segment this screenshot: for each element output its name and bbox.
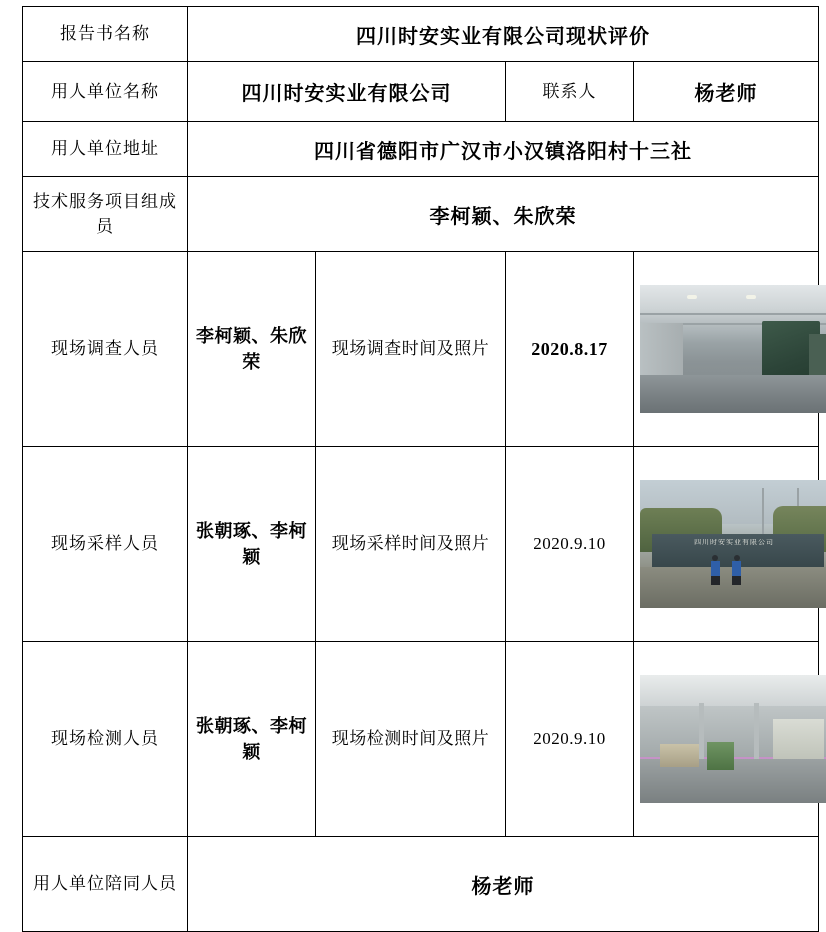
photo-column: [699, 703, 704, 767]
photo-sign-text: 四川时安实业有限公司: [694, 538, 775, 546]
row-value-project-team: 李柯颖、朱欣荣: [188, 177, 819, 252]
photo-green-machine: [707, 742, 734, 770]
row-value-testing-date: 2020.9.10: [506, 642, 634, 837]
row-label-project-team: 技术服务项目组成员: [23, 177, 188, 252]
row-value-survey-date: 2020.8.17: [506, 252, 634, 447]
row-label-accompanying-staff: 用人单位陪同人员: [23, 837, 188, 932]
row-value-contact-person: 杨老师: [634, 62, 819, 122]
row-label-report-name: 报告书名称: [23, 7, 188, 62]
photo-machine-secondary: [809, 334, 826, 380]
row-photo-cell-survey: [634, 252, 819, 447]
photo-left-wall: [640, 323, 683, 374]
row-value-sampling-staff: 张朝琢、李柯颖: [188, 447, 316, 642]
photo-person-body: [711, 561, 720, 576]
photo-person-body: [732, 561, 741, 576]
photo-beam: [640, 313, 826, 315]
row-value-sampling-date: 2020.9.10: [506, 447, 634, 642]
row-label-employer-address: 用人单位地址: [23, 122, 188, 177]
company-gate-photo: [640, 480, 826, 608]
row-photo-cell-sampling: [634, 447, 819, 642]
photo-floor: [640, 375, 826, 413]
photo-lamp: [746, 295, 756, 299]
row-label-testing-staff: 现场检测人员: [23, 642, 188, 837]
row-label-sampling-time-photo: 现场采样时间及照片: [316, 447, 506, 642]
row-value-testing-staff: 张朝琢、李柯颖: [188, 642, 316, 837]
table-row: [23, 447, 819, 642]
table-row: [23, 7, 819, 62]
row-value-survey-staff: 李柯颖、朱欣荣: [188, 252, 316, 447]
row-label-survey-staff: 现场调查人员: [23, 252, 188, 447]
indoor-hall-photo: [640, 675, 826, 803]
photo-person: [732, 555, 741, 585]
row-label-contact-person: 联系人: [506, 62, 634, 122]
factory-workshop-photo: [640, 285, 826, 413]
photo-person: [711, 555, 720, 585]
row-label-employer-name: 用人单位名称: [23, 62, 188, 122]
photo-crates: [660, 744, 699, 767]
photo-utility-pole: [762, 488, 764, 539]
table-row: [23, 62, 819, 122]
photo-person-legs: [732, 576, 741, 585]
table-row: [23, 252, 819, 447]
table-row: [23, 122, 819, 177]
row-label-testing-time-photo: 现场检测时间及照片: [316, 642, 506, 837]
photo-ceiling: [640, 675, 826, 708]
row-value-accompanying-staff: 杨老师: [188, 837, 819, 932]
photo-column: [754, 703, 759, 767]
row-photo-cell-testing: [634, 642, 819, 837]
table-row: [23, 642, 819, 837]
row-label-sampling-staff: 现场采样人员: [23, 447, 188, 642]
row-value-report-name: 四川时安实业有限公司现状评价: [188, 7, 819, 62]
photo-lamp: [687, 295, 697, 299]
photo-person-legs: [711, 576, 720, 585]
table-row: [23, 177, 819, 252]
row-value-employer-address: 四川省德阳市广汉市小汉镇洛阳村十三社: [188, 122, 819, 177]
row-value-employer-name: 四川时安实业有限公司: [188, 62, 506, 122]
row-label-survey-time-photo: 现场调查时间及照片: [316, 252, 506, 447]
table-row: [23, 837, 819, 932]
report-info-table: [22, 6, 819, 932]
